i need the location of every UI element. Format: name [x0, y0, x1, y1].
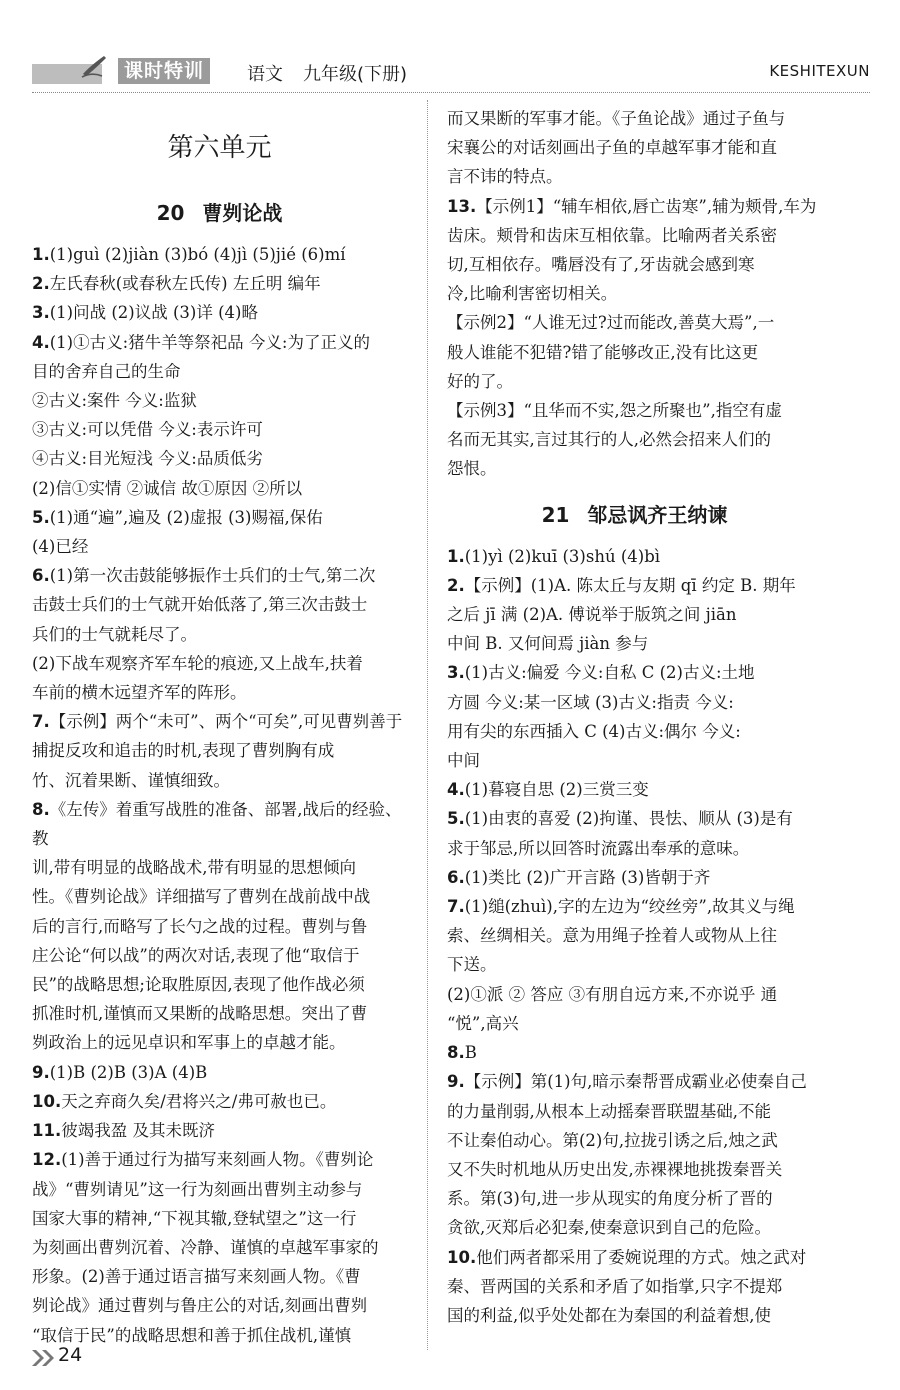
answer-line — [447, 1097, 822, 1126]
answer-line — [447, 542, 822, 571]
answer-line — [447, 600, 822, 629]
question-number: 6. — [32, 566, 50, 586]
answer-line — [32, 1145, 407, 1174]
answer-text: 好的了。 — [447, 371, 513, 391]
answer-text: (1)guì (2)jiàn (3)bó (4)jì (5)jié (6)mí — [49, 245, 346, 264]
answer-text: (1)问战 (2)议战 (3)详 (4)略 — [49, 303, 258, 323]
answer-text: 车前的横木远望齐军的阵形。 — [32, 683, 247, 703]
answer-line — [447, 1184, 822, 1213]
answer-line — [447, 1009, 822, 1038]
answer-line — [447, 717, 822, 746]
answer-line — [447, 921, 822, 950]
answer-line — [32, 912, 407, 941]
answer-line — [447, 1213, 822, 1242]
answer-line — [32, 766, 407, 795]
answer-line — [32, 707, 407, 736]
answer-text: 切,互相依存。嘴唇没有了,牙齿就会感到寒 — [447, 255, 755, 275]
answer-text: (2)①派 ② 答应 ③有朋自远方来,不亦说乎 通 — [447, 984, 778, 1004]
answer-text: 中间 B. 又何间焉 jiàn 参与 — [447, 634, 649, 654]
question-number: 7. — [447, 897, 465, 917]
answer-text: 捕捉反攻和追击的时机,表现了曹刿胸有成 — [32, 741, 335, 761]
answer-line — [32, 1233, 407, 1262]
answer-line — [32, 415, 407, 444]
brand-latin: KESHITEXUN — [769, 62, 870, 80]
answer-line — [32, 678, 407, 707]
answer-line — [447, 746, 822, 775]
answer-line — [32, 853, 407, 882]
answer-text: 下送。 — [447, 955, 497, 975]
right-column — [447, 104, 822, 1330]
lesson-number: 20 — [156, 201, 185, 225]
lesson-title-21 — [447, 498, 822, 532]
answer-line — [447, 1272, 822, 1301]
answer-line — [447, 367, 822, 396]
answer-list-right-b — [447, 542, 822, 1330]
answer-line — [32, 1028, 407, 1057]
question-number: 2. — [447, 575, 465, 595]
answer-line — [447, 279, 822, 308]
answer-text: 的力量削弱,从根本上动摇秦晋联盟基础,不能 — [447, 1101, 771, 1121]
question-number: 3. — [447, 663, 465, 683]
answer-text: (1)由衷的喜爱 (2)拘谨、畏怯、顺从 (3)是有 — [464, 809, 793, 829]
question-number: 10. — [32, 1091, 62, 1111]
page-header — [0, 0, 900, 96]
answer-text: (1)缒(zhuì),字的左边为“绞丝旁”,故其义与绳 — [464, 897, 795, 917]
answer-text: (1)yì (2)kuī (3)shú (4)bì — [464, 546, 661, 566]
answer-line — [447, 1243, 822, 1272]
answer-text: 兵们的士气就耗尽了。 — [32, 624, 197, 644]
left-column — [32, 104, 407, 1350]
answer-text: 庄公论“何以战”的两次对话,表现了他“取信于 — [32, 945, 360, 965]
answer-line — [447, 133, 822, 162]
answer-line — [32, 1087, 407, 1116]
answer-line — [447, 688, 822, 717]
header-rule — [32, 92, 870, 93]
answer-line — [447, 775, 822, 804]
question-number: 2. — [32, 274, 50, 294]
answer-text: 系。第(3)句,进一步从现实的角度分析了晋的 — [447, 1189, 773, 1209]
answer-text: 彼竭我盈 及其未既济 — [61, 1121, 215, 1141]
answer-text: (1)第一次击鼓能够振作士兵们的士气,第二次 — [49, 566, 376, 586]
answer-line — [32, 503, 407, 532]
answer-text: 名而无其实,言过其行的人,必然会招来人们的 — [447, 430, 771, 450]
answer-text: 国的利益,似乎处处都在为秦国的利益着想,使 — [447, 1305, 771, 1325]
answer-text: 刿论战》通过曹刿与鲁庄公的对话,刻画出曹刿 — [32, 1296, 368, 1316]
answer-text: 不让秦伯动心。第(2)句,拉拢引诱之后,烛之武 — [447, 1130, 778, 1150]
question-number: 12. — [32, 1150, 62, 1170]
answer-line — [32, 970, 407, 999]
lesson-title-20 — [32, 196, 407, 230]
column-divider — [427, 100, 428, 1350]
answer-text: 宋襄公的对话刻画出子鱼的卓越军事才能和直 — [447, 138, 777, 158]
answer-line — [447, 192, 822, 221]
answer-text: 言不讳的特点。 — [447, 167, 563, 187]
question-number: 5. — [447, 809, 465, 829]
answer-text: 后的言行,而略写了长勺之战的过程。曹刿与鲁 — [32, 916, 368, 936]
answer-text: 民”的战略思想;论取胜原因,表现了他作战必须 — [32, 975, 365, 995]
answer-line — [447, 250, 822, 279]
answer-line — [447, 338, 822, 367]
answer-text: 中间 — [447, 751, 480, 771]
answer-text: (4)已经 — [32, 537, 89, 557]
answer-text: 怨恨。 — [447, 459, 497, 479]
answer-line — [32, 357, 407, 386]
answer-text: 【示例1】“辅车相依,唇亡齿寒”,辅为颊骨,车为 — [476, 196, 817, 216]
answer-text: 般人谁能不犯错?错了能够改正,没有比这更 — [447, 342, 759, 362]
question-number: 6. — [447, 867, 465, 887]
answer-line — [447, 1155, 822, 1184]
answer-line — [32, 444, 407, 473]
answer-line — [447, 804, 822, 833]
answer-text: 《左传》着重写战胜的准备、部署,战后的经验、教 — [32, 799, 402, 849]
answer-text: 目的舍弃自己的生命 — [32, 361, 181, 381]
answer-text: 索、丝绸相关。意为用绳子拴着人或物从上往 — [447, 926, 777, 946]
answer-line — [32, 1204, 407, 1233]
answer-line — [32, 1291, 407, 1320]
subject-label: 语文 — [247, 64, 283, 85]
answer-text: (1)类比 (2)广开言路 (3)皆朝于齐 — [464, 867, 711, 887]
question-number: 5. — [32, 507, 50, 527]
answer-line — [447, 1126, 822, 1155]
answer-line — [32, 882, 407, 911]
question-number: 10. — [447, 1247, 477, 1267]
question-number: 8. — [447, 1043, 465, 1063]
answer-line — [447, 571, 822, 600]
answer-line — [32, 1262, 407, 1291]
answer-text: 求于邹忌,所以回答时流露出奉承的意味。 — [447, 838, 750, 858]
question-number: 4. — [447, 780, 465, 800]
answer-line — [32, 649, 407, 678]
question-number: 7. — [32, 712, 50, 732]
answer-text: (2)下战车观察齐军车轮的痕迹,又上战车,扶着 — [32, 653, 363, 673]
answer-text: 【示例】两个“未可”、两个“可矣”,可见曹刿善于 — [49, 712, 403, 732]
answer-line — [32, 999, 407, 1028]
pen-logo-icon — [80, 52, 108, 80]
answer-text: 【示例2】“人谁无过?过而能改,善莫大焉”,一 — [447, 313, 775, 333]
answer-text: 齿床。颊骨和齿床互相依靠。比喻两者关系密 — [447, 225, 777, 245]
question-number: 3. — [32, 303, 50, 323]
answer-text: (1)暮寝自思 (2)三赏三变 — [464, 780, 649, 800]
answer-text: 【示例】第(1)句,暗示秦帮晋成霸业必使秦自己 — [464, 1072, 807, 1092]
answer-line — [32, 532, 407, 561]
answer-text: 天之弃商久矣/君将兴之/弗可赦也已。 — [61, 1091, 337, 1111]
question-number: 13. — [447, 196, 477, 216]
answer-line — [32, 240, 407, 269]
lesson-number: 21 — [541, 502, 570, 527]
question-number: 4. — [32, 332, 50, 352]
answer-text: B — [464, 1043, 477, 1063]
lesson-name: 曹刿论战 — [202, 201, 283, 225]
answer-line — [32, 328, 407, 357]
page-number: 24 — [58, 1344, 83, 1366]
answer-text: 【示例】(1)A. 陈太丘与友期 qī 约定 B. 期年 — [464, 575, 796, 595]
answer-text: 又不失时机地从历史出发,赤裸裸地挑拨秦晋关 — [447, 1159, 783, 1179]
answer-line — [447, 834, 822, 863]
question-number: 8. — [32, 799, 50, 819]
answer-line — [447, 629, 822, 658]
answer-text: 训,带有明显的战略战术,带有明显的思想倾向 — [32, 858, 356, 878]
answer-text: 战》“曹刿请见”这一行为刻画出曹刿主动参与 — [32, 1179, 363, 1199]
answer-text: 用有尖的东西插入 C (4)古义:偶尔 今义: — [447, 721, 741, 741]
answer-text: ③古义:可以凭借 今义:表示许可 — [32, 420, 263, 440]
answer-text: 击鼓士兵们的士气就开始低落了,第三次击鼓士 — [32, 595, 368, 615]
answer-line — [447, 454, 822, 483]
answer-line — [32, 941, 407, 970]
answer-line — [447, 892, 822, 921]
answer-line — [447, 221, 822, 250]
answer-text: 而又果断的军事才能。《子鱼论战》通过子鱼与 — [447, 109, 786, 128]
answer-line — [32, 620, 407, 649]
answer-text: 他们两者都采用了委婉说理的方式。烛之武对 — [476, 1247, 807, 1267]
answer-line — [32, 1321, 407, 1350]
answer-text: 为刻画出曹刿沉着、冷静、谨慎的卓越军事家的 — [32, 1237, 379, 1257]
answer-text: (1)善于通过行为描写来刻画人物。《曹刿论 — [61, 1150, 374, 1170]
answer-text: ④古义:目光短浅 今义:品质低劣 — [32, 449, 263, 469]
answer-line — [32, 736, 407, 765]
answer-line — [447, 162, 822, 191]
answer-text: 抓准时机,谨慎而又果断的战略思想。突出了曹 — [32, 1004, 368, 1024]
answer-text: 性。《曹刿论战》详细描写了曹刿在战前战中战 — [32, 887, 371, 907]
answer-line — [447, 950, 822, 979]
answer-text: (1)通“遍”,遍及 (2)虚报 (3)赐福,保佑 — [49, 507, 323, 527]
answer-line — [447, 308, 822, 337]
answer-line — [447, 1301, 822, 1330]
lesson-name: 邹忌讽齐王纳谏 — [587, 502, 728, 527]
answer-text: (2)信①实情 ②诚信 故①原因 ②所以 — [32, 478, 303, 498]
answer-line — [32, 1116, 407, 1145]
answer-text: 国家大事的精神,“下视其辙,登轼望之”这一行 — [32, 1208, 357, 1228]
answer-text: 竹、沉着果断、谨慎细致。 — [32, 770, 230, 790]
answer-list-right-a — [447, 104, 822, 484]
answer-line — [447, 104, 822, 133]
answer-line — [32, 1058, 407, 1087]
answer-line — [447, 1038, 822, 1067]
brand-label: 课时特训 — [118, 58, 210, 84]
answer-text: (1)B (2)B (3)A (4)B — [49, 1062, 208, 1082]
answer-line — [447, 980, 822, 1009]
answer-line — [447, 863, 822, 892]
answer-line — [32, 386, 407, 415]
question-number: 1. — [32, 245, 50, 264]
answer-text: 之后 jī 满 (2)A. 傅说举于版筑之间 jiān — [447, 605, 737, 625]
answer-text: 贪欲,灭郑后必犯秦,使秦意识到自己的危险。 — [447, 1218, 771, 1238]
answer-line — [447, 396, 822, 425]
answer-line — [32, 795, 407, 853]
grade-label: 九年级(下册) — [303, 64, 408, 85]
answer-line — [32, 298, 407, 327]
answer-line — [32, 474, 407, 503]
answer-text: 秦、晋两国的关系和矛盾了如指掌,只字不提郑 — [447, 1276, 783, 1296]
answer-text: “悦”,高兴 — [447, 1013, 519, 1033]
answer-line — [32, 561, 407, 590]
answer-line — [447, 425, 822, 454]
answer-text: 方圆 今义:某一区域 (3)古义:指责 今义: — [447, 692, 734, 712]
answer-line — [32, 269, 407, 298]
question-number: 9. — [32, 1062, 50, 1082]
answer-list-left — [32, 240, 407, 1350]
answer-text: 冷,比喻利害密切相关。 — [447, 284, 618, 304]
answer-text: “取信于民”的战略思想和善于抓住战机,谨慎 — [32, 1325, 352, 1345]
answer-text: ②古义:案件 今义:监狱 — [32, 391, 197, 411]
answer-line — [447, 658, 822, 687]
answer-text: 形象。(2)善于通过语言描写来刻画人物。《曹 — [32, 1267, 361, 1287]
answer-line — [32, 590, 407, 619]
answer-text: 【示例3】“且华而不实,怨之所聚也”,指空有虚 — [447, 401, 782, 421]
answer-text: (1)古义:偏爱 今义:自私 C (2)古义:土地 — [464, 663, 755, 683]
answer-line — [447, 1067, 822, 1096]
question-number: 1. — [447, 546, 465, 566]
answer-text: 左氏春秋(或春秋左氏传) 左丘明 编年 — [49, 274, 321, 294]
answer-text: 刿政治上的远见卓识和军事上的卓越才能。 — [32, 1033, 346, 1053]
question-number: 11. — [32, 1121, 62, 1141]
answer-line — [32, 1175, 407, 1204]
unit-title: 第六单元 — [167, 133, 272, 163]
answer-text: (1)①古义:猪牛羊等祭祀品 今义:为了正义的 — [49, 332, 370, 352]
question-number: 9. — [447, 1072, 465, 1092]
